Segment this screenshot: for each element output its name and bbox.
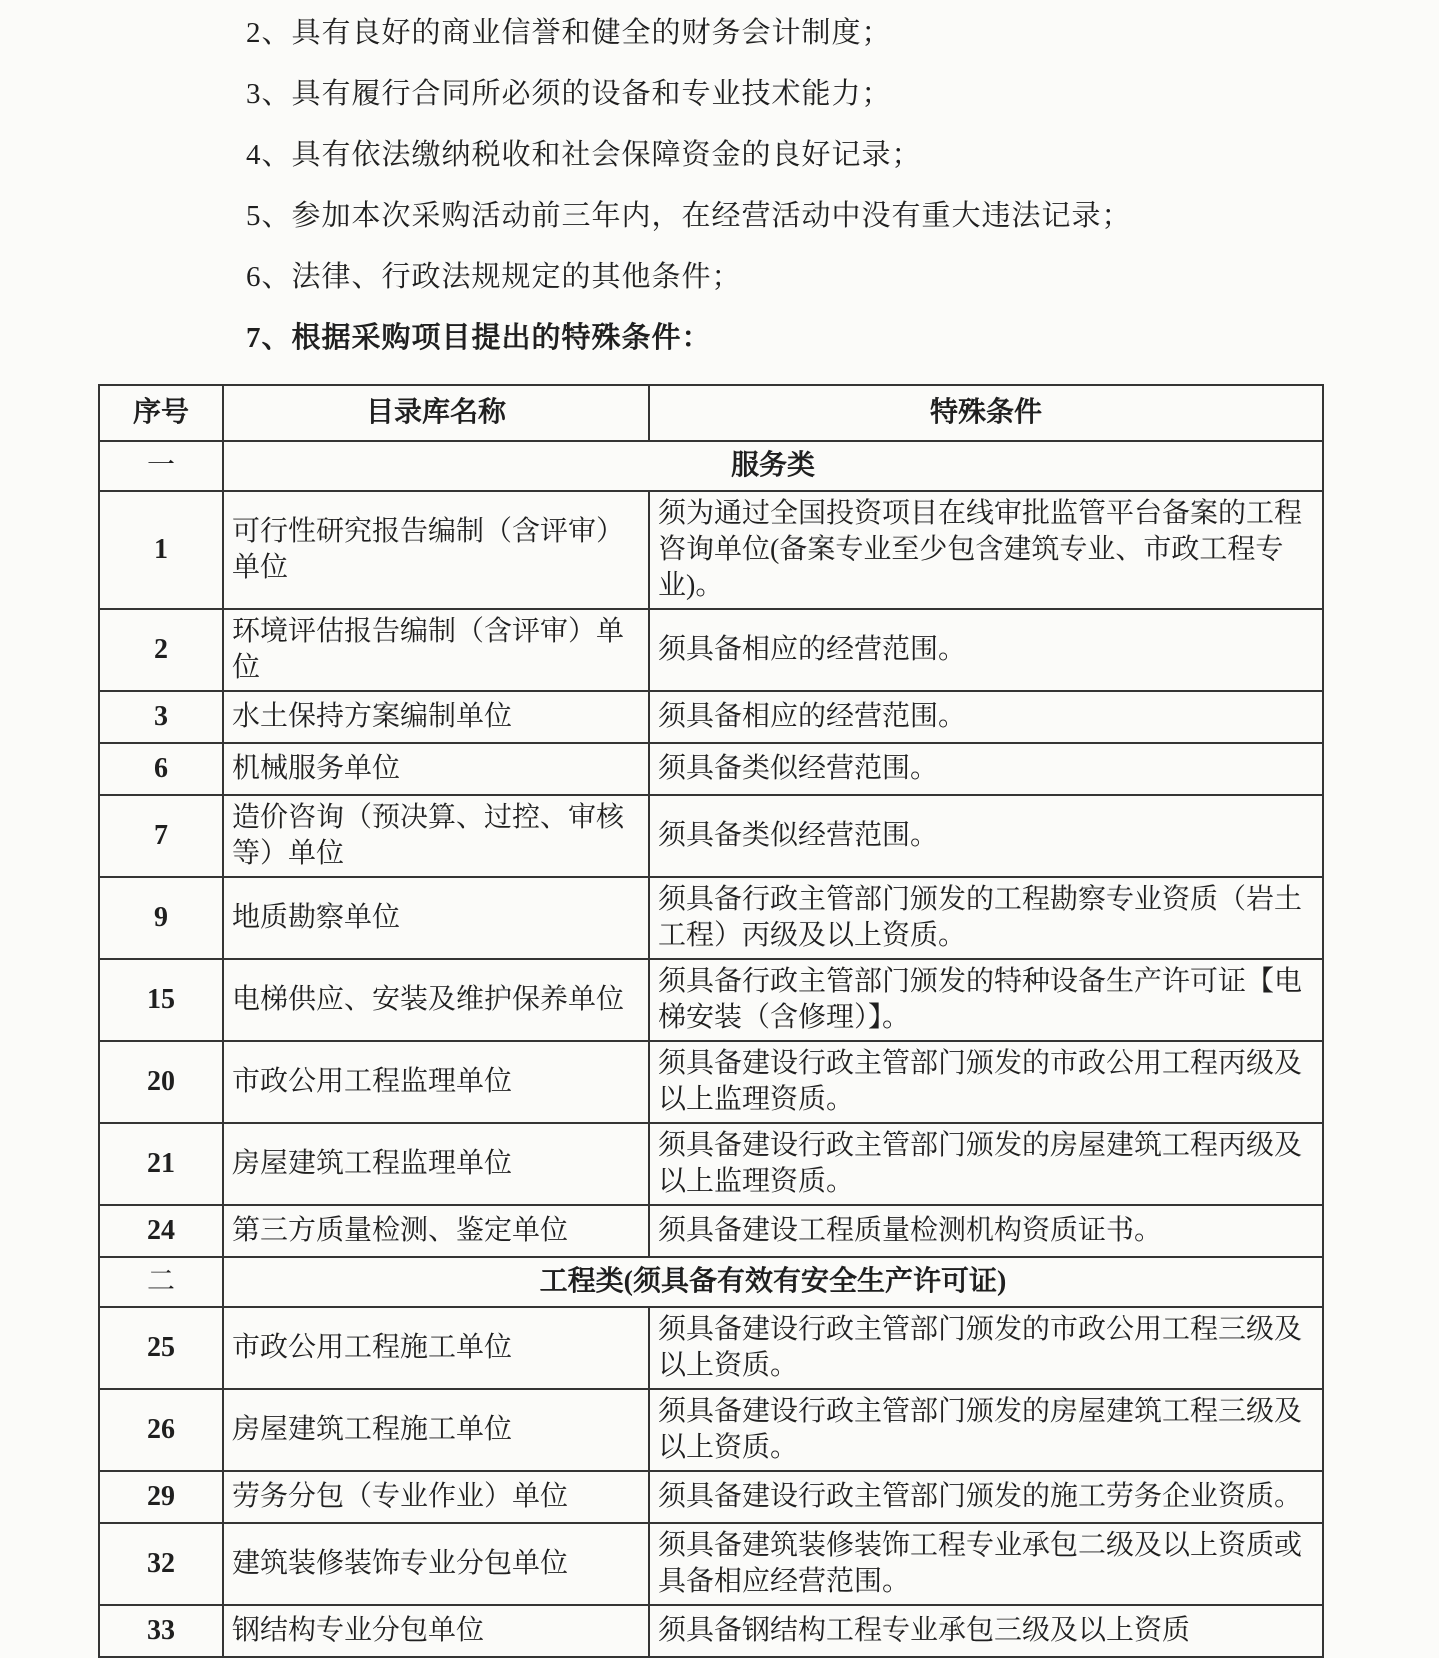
table-row xyxy=(99,1123,1323,1205)
row-number-cell: 7 xyxy=(99,795,223,877)
catalog-name-cell: 市政公用工程监理单位 xyxy=(223,1041,649,1123)
catalog-name-cell: 水土保持方案编制单位 xyxy=(223,691,649,743)
table-row xyxy=(99,959,1323,1041)
row-number-cell: 15 xyxy=(99,959,223,1041)
catalog-name-cell: 造价咨询（预决算、过控、审核等）单位 xyxy=(223,795,649,877)
intro-item: 7、根据采购项目提出的特殊条件： xyxy=(246,322,712,354)
special-condition-cell: 须具备钢结构工程专业承包三级及以上资质 xyxy=(649,1605,1323,1657)
row-number-cell: 1 xyxy=(99,491,223,609)
table-row xyxy=(99,1205,1323,1257)
special-condition-cell: 须具备建设行政主管部门颁发的市政公用工程三级及以上资质。 xyxy=(649,1307,1323,1389)
row-number-cell: 24 xyxy=(99,1205,223,1257)
special-condition-cell: 须具备建设工程质量检测机构资质证书。 xyxy=(649,1205,1323,1257)
row-number-cell: 20 xyxy=(99,1041,223,1123)
special-condition-cell: 须具备建设行政主管部门颁发的房屋建筑工程三级及以上资质。 xyxy=(649,1389,1323,1471)
catalog-name-cell: 电梯供应、安装及维护保养单位 xyxy=(223,959,649,1041)
header-cell-special-condition: 特殊条件 xyxy=(649,385,1323,441)
row-number-cell: 25 xyxy=(99,1307,223,1389)
table-row xyxy=(99,1307,1323,1389)
catalog-name-cell: 钢结构专业分包单位 xyxy=(223,1605,649,1657)
table-row xyxy=(99,1523,1323,1605)
row-number-cell: 21 xyxy=(99,1123,223,1205)
catalog-name-cell: 第三方质量检测、鉴定单位 xyxy=(223,1205,649,1257)
special-condition-cell: 须具备建设行政主管部门颁发的房屋建筑工程丙级及以上监理资质。 xyxy=(649,1123,1323,1205)
row-number-cell: 33 xyxy=(99,1605,223,1657)
catalog-name-cell: 房屋建筑工程施工单位 xyxy=(223,1389,649,1471)
section-number-cell: 二 xyxy=(99,1257,223,1307)
intro-item: 6、法律、行政法规规定的其他条件； xyxy=(246,261,742,293)
table-row xyxy=(99,491,1323,609)
table-row xyxy=(99,1041,1323,1123)
special-conditions-table xyxy=(98,384,1324,1658)
catalog-name-cell: 劳务分包（专业作业）单位 xyxy=(223,1471,649,1523)
intro-list xyxy=(98,18,1439,354)
intro-item: 2、具有良好的商业信誉和健全的财务会计制度； xyxy=(246,17,892,49)
special-condition-cell: 须具备相应的经营范围。 xyxy=(649,609,1323,691)
special-condition-cell: 须具备行政主管部门颁发的特种设备生产许可证【电梯安装（含修理）】。 xyxy=(649,959,1323,1041)
section-title-cell: 服务类 xyxy=(223,441,1323,491)
table-row xyxy=(99,691,1323,743)
catalog-name-cell: 环境评估报告编制（含评审）单位 xyxy=(223,609,649,691)
catalog-name-cell: 地质勘察单位 xyxy=(223,877,649,959)
special-condition-cell: 须具备行政主管部门颁发的工程勘察专业资质（岩土工程）丙级及以上资质。 xyxy=(649,877,1323,959)
catalog-name-cell: 建筑装修装饰专业分包单位 xyxy=(223,1523,649,1605)
catalog-name-cell: 可行性研究报告编制（含评审）单位 xyxy=(223,491,649,609)
table-row xyxy=(99,1471,1323,1523)
catalog-name-cell: 市政公用工程施工单位 xyxy=(223,1307,649,1389)
row-number-cell: 2 xyxy=(99,609,223,691)
row-number-cell: 29 xyxy=(99,1471,223,1523)
catalog-name-cell: 机械服务单位 xyxy=(223,743,649,795)
special-condition-cell: 须具备相应的经营范围。 xyxy=(649,691,1323,743)
intro-item: 4、具有依法缴纳税收和社会保障资金的良好记录； xyxy=(246,139,922,171)
table-row xyxy=(99,1389,1323,1471)
row-number-cell: 6 xyxy=(99,743,223,795)
special-condition-cell: 须具备类似经营范围。 xyxy=(649,743,1323,795)
special-condition-cell: 须具备建筑装修装饰工程专业承包二级及以上资质或具备相应经营范围。 xyxy=(649,1523,1323,1605)
table-row xyxy=(99,609,1323,691)
table-header-row xyxy=(99,385,1323,441)
section-row xyxy=(99,441,1323,491)
special-condition-cell: 须具备建设行政主管部门颁发的施工劳务企业资质。 xyxy=(649,1471,1323,1523)
table-row xyxy=(99,877,1323,959)
table-row xyxy=(99,1605,1323,1657)
special-condition-cell: 须具备建设行政主管部门颁发的市政公用工程丙级及以上监理资质。 xyxy=(649,1041,1323,1123)
row-number-cell: 3 xyxy=(99,691,223,743)
special-condition-cell: 须为通过全国投资项目在线审批监管平台备案的工程咨询单位(备案专业至少包含建筑专业、市政工程专业)。 xyxy=(649,491,1323,609)
table-row xyxy=(99,795,1323,877)
table-row xyxy=(99,743,1323,795)
row-number-cell: 26 xyxy=(99,1389,223,1471)
intro-item: 5、参加本次采购活动前三年内，在经营活动中没有重大违法记录； xyxy=(246,200,1132,232)
section-row xyxy=(99,1257,1323,1307)
section-number-cell: 一 xyxy=(99,441,223,491)
header-cell-catalog-name: 目录库名称 xyxy=(223,385,649,441)
row-number-cell: 32 xyxy=(99,1523,223,1605)
special-condition-cell: 须具备类似经营范围。 xyxy=(649,795,1323,877)
catalog-name-cell: 房屋建筑工程监理单位 xyxy=(223,1123,649,1205)
intro-item: 3、具有履行合同所必须的设备和专业技术能力； xyxy=(246,78,892,110)
header-cell-serial-no: 序号 xyxy=(99,385,223,441)
row-number-cell: 9 xyxy=(99,877,223,959)
section-title-cell: 工程类(须具备有效有安全生产许可证) xyxy=(223,1257,1323,1307)
